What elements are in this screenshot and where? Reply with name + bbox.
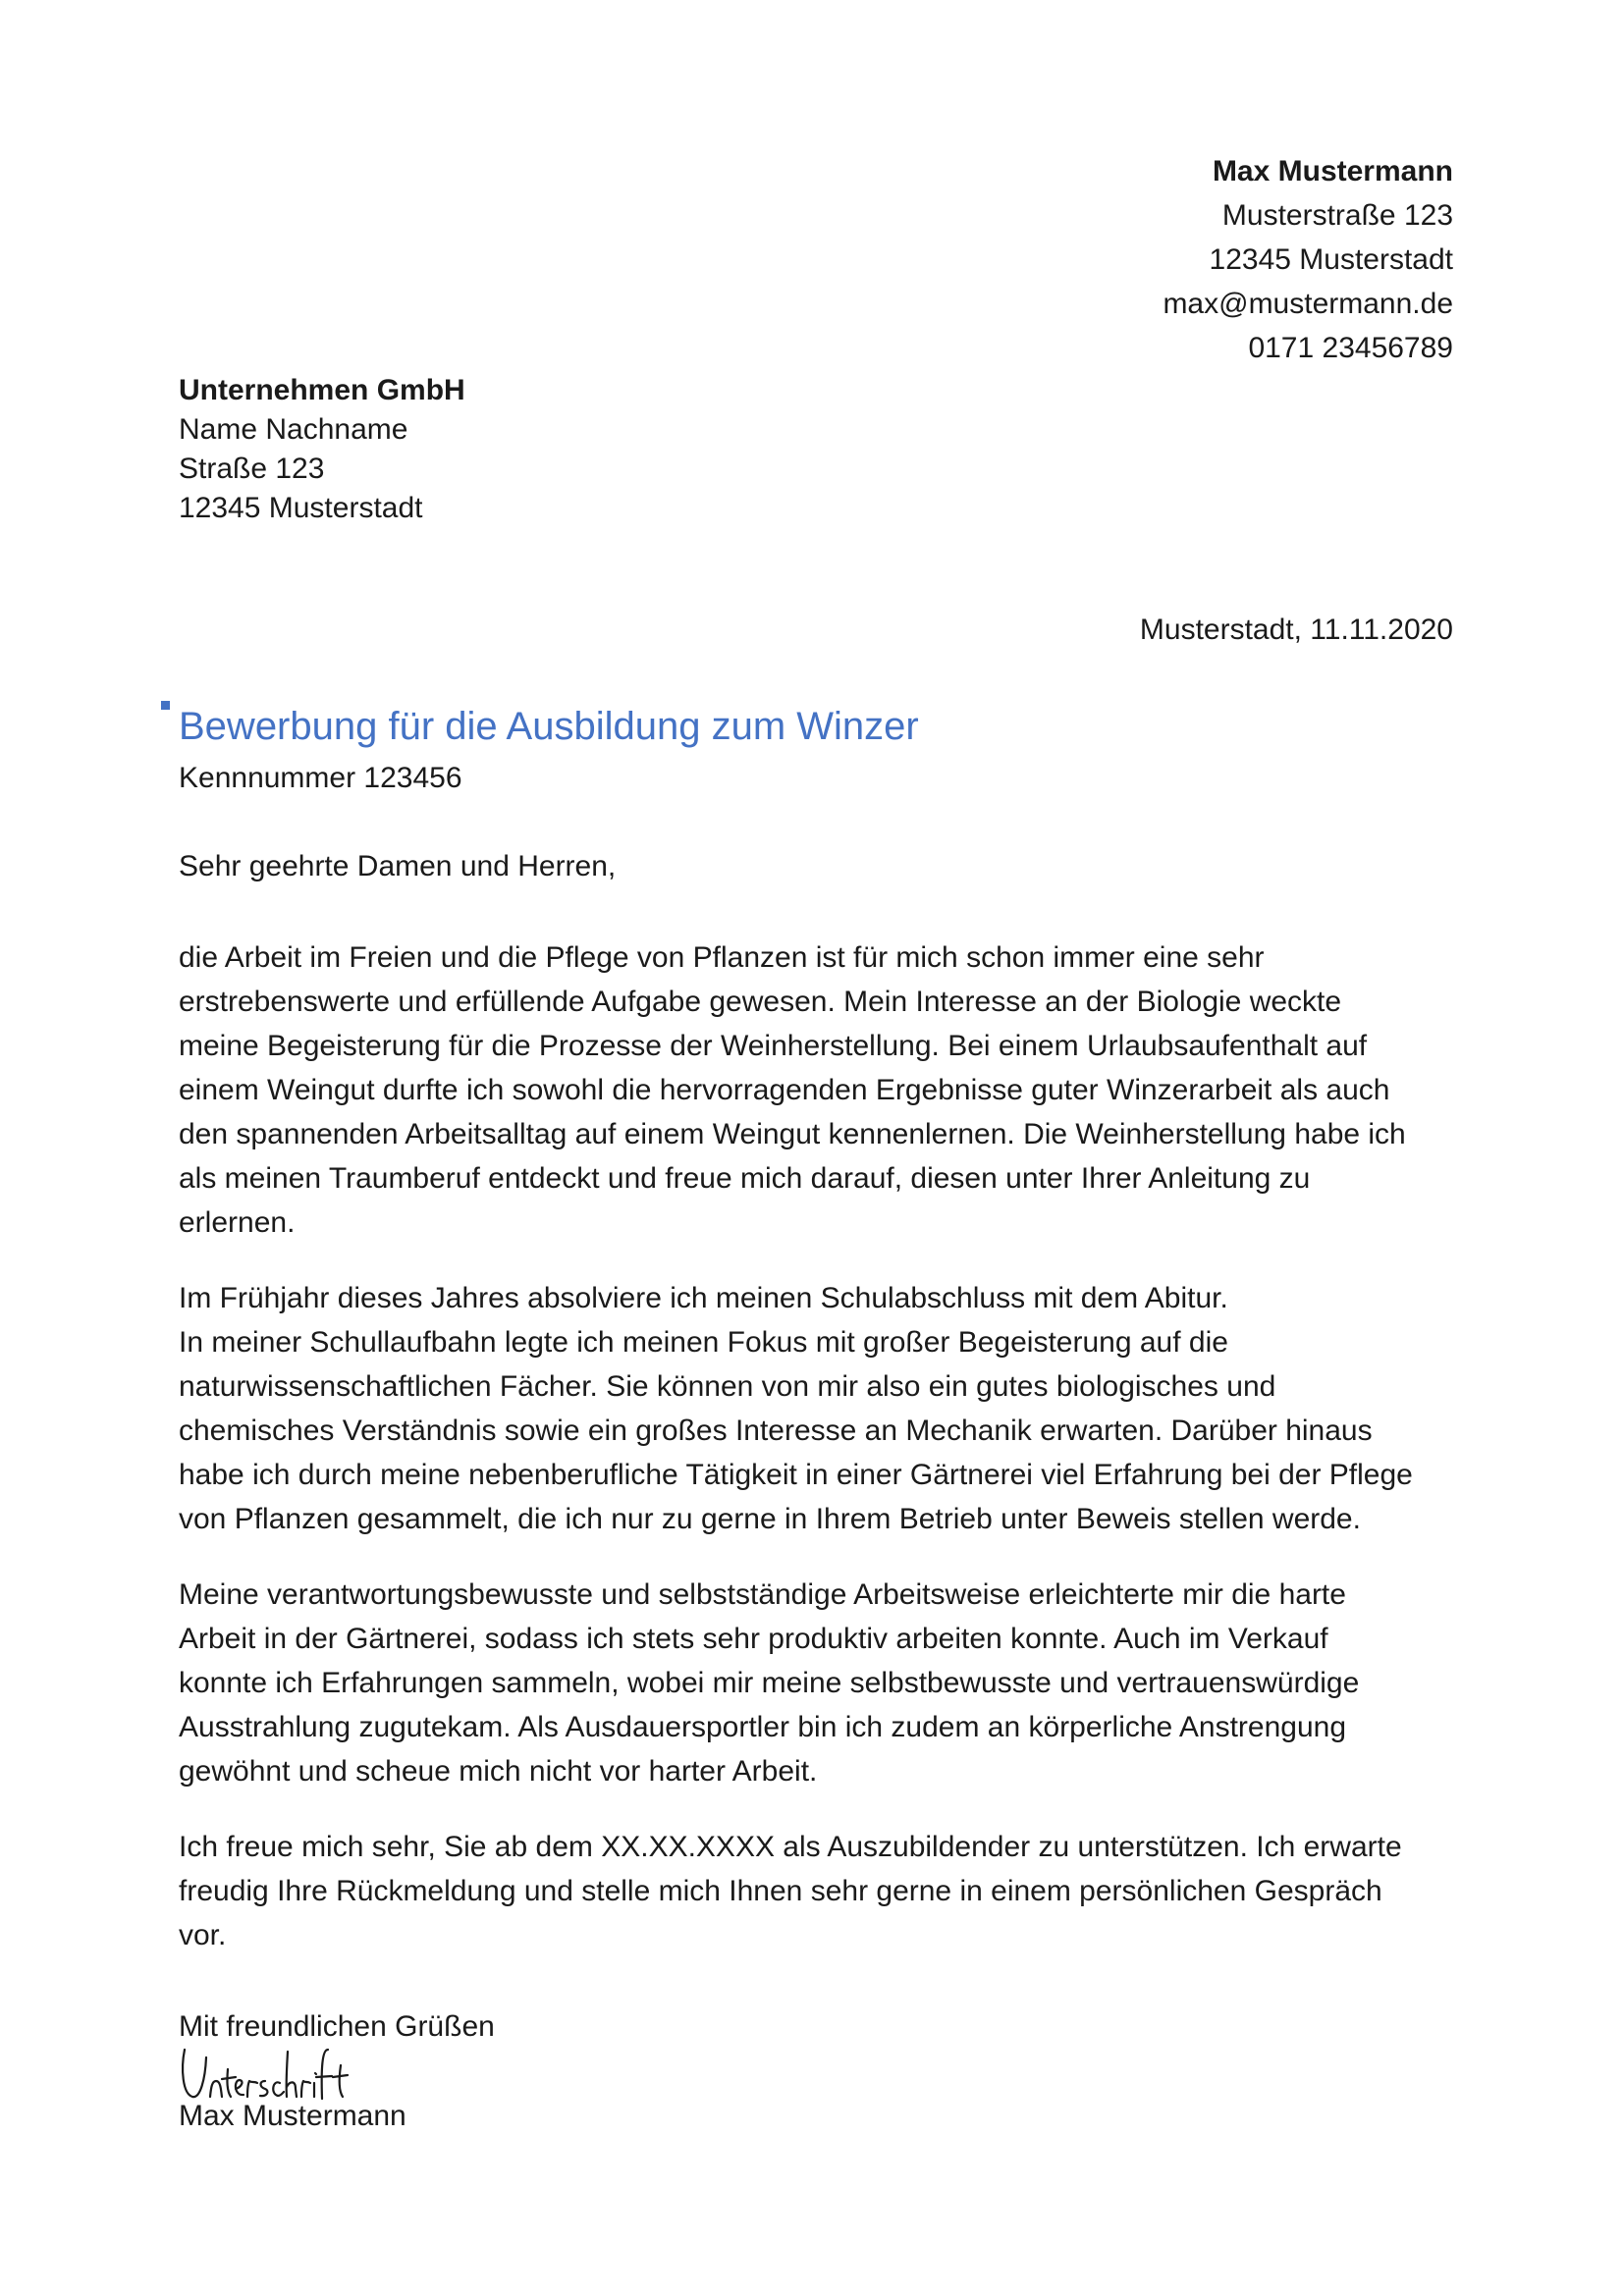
paragraph-line: freudig Ihre Rückmeldung und stelle mich Ihnen sehr gerne in einem persönlichen Gespräch <box>179 1875 1382 1907</box>
paragraph-line: meine Begeisterung für die Prozesse der Weinherstellung. Bei einem Urlaubsaufenthalt auf <box>179 1030 1368 1062</box>
paragraph-line: vor. <box>179 1919 227 1951</box>
paragraph-line: Ich freue mich sehr, Sie ab dem XX.XX.XXXX als Auszubildender zu unterstützen. Ich erwarte <box>179 1831 1402 1863</box>
paragraph-line: einem Weingut durfte ich sowohl die hervorragenden Ergebnisse guter Winzerarbeit als auch <box>179 1074 1390 1106</box>
paragraph-line: In meiner Schullaufbahn legte ich meinen Fokus mit großer Begeisterung auf die <box>179 1326 1228 1359</box>
sender-street: Musterstraße 123 <box>1221 199 1453 232</box>
paragraph-line: Arbeit in der Gärtnerei, sodass ich stets sehr produktiv arbeiten konnte. Auch im Verkauf <box>179 1623 1328 1655</box>
paragraph-line: konnte ich Erfahrungen sammeln, wobei mir meine selbstbewusste und vertrauenswürdige <box>179 1667 1360 1699</box>
letter-date: Musterstadt, 11.11.2020 <box>1139 614 1453 646</box>
signer-name: Max Mustermann <box>179 2100 406 2132</box>
recipient-contact: Name Nachname <box>179 413 408 446</box>
paragraph-line: chemisches Verständnis sowie ein großes Interesse an Mechanik erwarten. Darüber hinaus <box>179 1415 1373 1447</box>
sender-email: max@mustermann.de <box>1163 288 1453 320</box>
sender-city: 12345 Musterstadt <box>1209 243 1453 276</box>
sender-phone: 0171 23456789 <box>1248 332 1453 364</box>
paragraph-line: naturwissenschaftlichen Fächer. Sie können von mir also ein gutes biologisches und <box>179 1370 1276 1403</box>
recipient-street: Straße 123 <box>179 453 325 485</box>
recipient-city: 12345 Musterstadt <box>179 492 423 524</box>
paragraph-line: erlernen. <box>179 1206 296 1239</box>
subject-heading: Bewerbung für die Ausbildung zum Winzer <box>179 705 919 748</box>
recipient-company: Unternehmen GmbH <box>179 374 465 406</box>
paragraph-line: als meinen Traumberuf entdeckt und freue mich darauf, diesen unter Ihrer Anleitung zu <box>179 1162 1311 1195</box>
paragraph-line: die Arbeit im Freien und die Pflege von Pflanzen ist für mich schon immer eine sehr <box>179 941 1265 974</box>
paragraph-line: den spannenden Arbeitsalltag auf einem Weingut kennenlernen. Die Weinherstellung habe ich <box>179 1118 1406 1150</box>
body-paragraph <box>179 935 1475 1245</box>
paragraph-line: gewöhnt und scheue mich nicht vor harter Arbeit. <box>179 1755 818 1788</box>
paragraph-line: habe ich durch meine nebenberufliche Tätigkeit in einer Gärtnerei viel Erfahrung bei der Pflege <box>179 1459 1413 1491</box>
body-paragraph <box>179 1276 1475 1541</box>
sender-name: Max Mustermann <box>1212 155 1453 187</box>
paragraph-line: Im Frühjahr dieses Jahres absolviere ich meinen Schulabschluss mit dem Abitur. <box>179 1282 1228 1314</box>
paragraph-line: erstrebenswerte und erfüllende Aufgabe gewesen. Mein Interesse an der Biologie weckte <box>179 986 1342 1018</box>
closing-phrase: Mit freundlichen Grüßen <box>179 2010 495 2043</box>
sender-address <box>1163 149 1453 370</box>
heading-marker <box>161 701 170 710</box>
body-paragraph <box>179 1573 1475 1793</box>
recipient-address <box>179 371 465 528</box>
reference-number: Kennnummer 123456 <box>179 762 462 794</box>
salutation: Sehr geehrte Damen und Herren, <box>179 850 617 882</box>
paragraph-line: Meine verantwortungsbewusste und selbstständige Arbeitsweise erleichterte mir die harte <box>179 1578 1346 1611</box>
body-paragraph <box>179 1825 1475 1957</box>
paragraph-line: Ausstrahlung zugutekam. Als Ausdauersportler bin ich zudem an körperliche Anstrengung <box>179 1711 1347 1743</box>
letter-body <box>179 935 1475 1989</box>
paragraph-line: von Pflanzen gesammelt, die ich nur zu gerne in Ihrem Betrieb unter Beweis stellen werde. <box>179 1503 1361 1535</box>
